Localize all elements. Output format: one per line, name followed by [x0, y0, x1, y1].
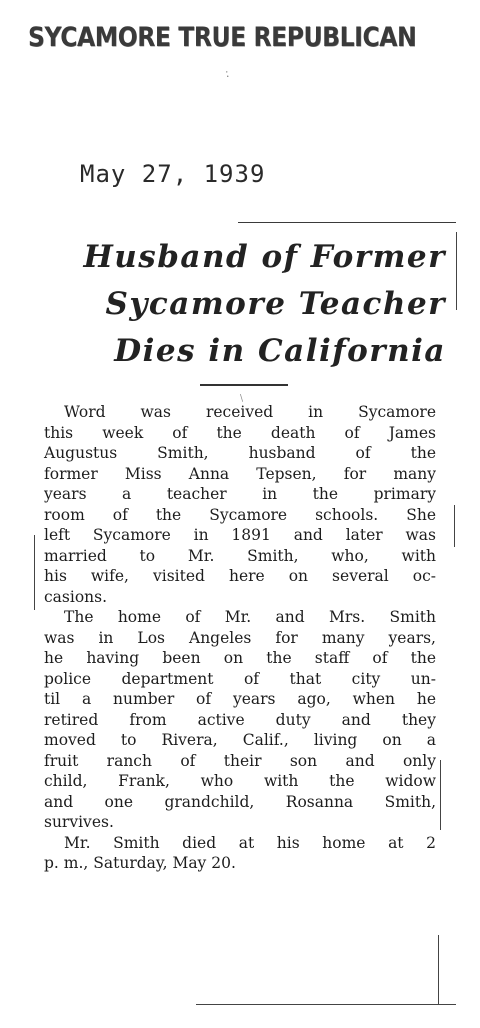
print-mark: ·̇	[226, 70, 230, 83]
article-line: former Miss Anna Tepsen, for many	[44, 464, 436, 483]
newspaper-masthead: SYCAMORE TRUE REPUBLICAN	[28, 22, 417, 53]
article-line: this week of the death of James	[44, 423, 436, 442]
article-line: room of the Sycamore schools. She	[44, 505, 436, 524]
headline-line-3: Dies in California	[114, 333, 446, 369]
article-line: Mr. Smith died at his home at 2	[64, 833, 436, 852]
article-line: Augustus Smith, husband of the	[44, 444, 436, 462]
article-line: survives.	[44, 813, 114, 831]
headline-line-2: Sycamore Teacher	[105, 286, 446, 322]
article-body	[44, 402, 436, 874]
right-column-rule-middle	[454, 505, 455, 547]
article-line: married to Mr. Smith, who, with	[44, 546, 436, 565]
right-column-rule-lower	[440, 760, 441, 830]
headline-divider	[200, 384, 288, 386]
left-column-rule	[34, 535, 35, 610]
headline-line-1: Husband of Former	[83, 239, 446, 275]
article-line: police department of that city un-	[44, 669, 436, 688]
article-line: The home of Mr. and Mrs. Smith	[64, 608, 436, 626]
article-line: his wife, visited here on several oc-	[44, 567, 436, 585]
article-line: p. m., Saturday, May 20.	[44, 854, 236, 872]
article-line: retired from active duty and they	[44, 710, 436, 729]
article-line: moved to Rivera, Calif., living on a	[44, 731, 436, 749]
article-line: was in Los Angeles for many years,	[44, 628, 436, 647]
article-line: child, Frank, who with the widow	[44, 772, 436, 790]
article-line: Word was received in Sycamore	[64, 403, 436, 421]
clipping-date: May 27, 1939	[80, 160, 266, 188]
right-column-rule-bottom	[438, 935, 439, 1005]
top-column-rule	[238, 222, 456, 223]
article-headline	[83, 234, 446, 375]
article-line: fruit ranch of their son and only	[44, 751, 436, 770]
divider-tick-mark: \	[240, 394, 244, 404]
article-line: and one grandchild, Rosanna Smith,	[44, 792, 436, 811]
bottom-column-rule	[196, 1004, 456, 1005]
article-line: left Sycamore in 1891 and later was	[44, 526, 436, 544]
article-line: years a teacher in the primary	[44, 485, 436, 503]
right-column-rule-upper	[456, 232, 457, 310]
article-line: til a number of years ago, when he	[44, 690, 436, 708]
article-line: he having been on the staff of the	[44, 649, 436, 667]
article-line: casions.	[44, 587, 108, 606]
